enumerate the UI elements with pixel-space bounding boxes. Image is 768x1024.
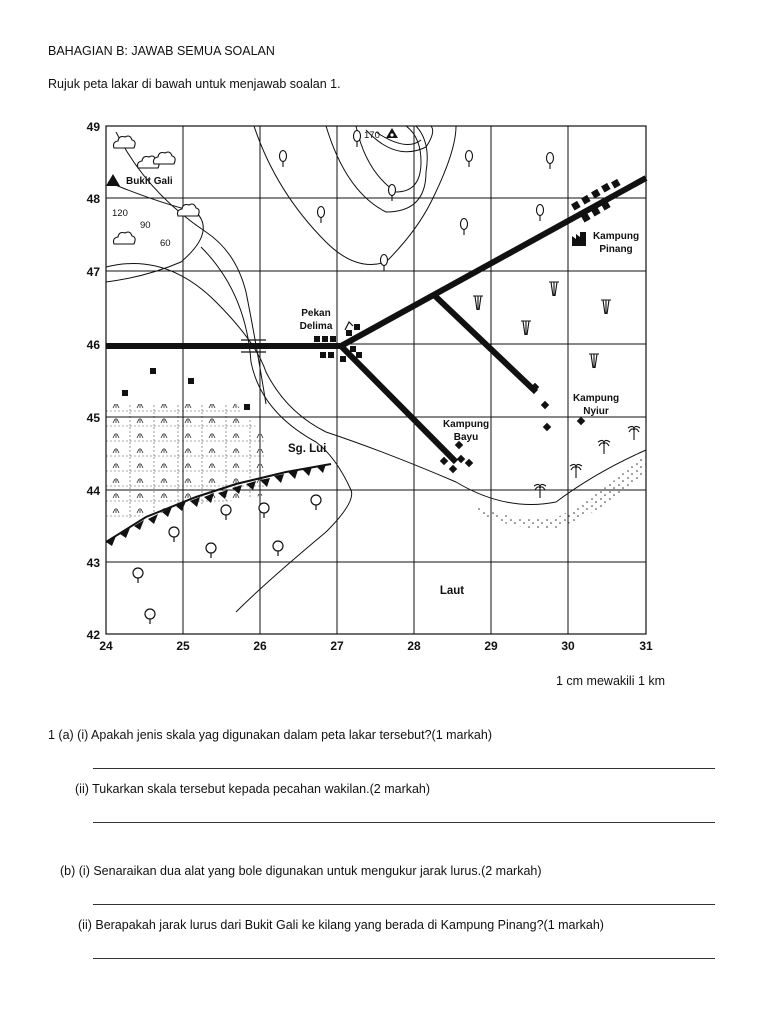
label-kampung-nyiur: Kampung <box>572 393 620 404</box>
x-tick: 24 <box>99 639 113 652</box>
y-tick: 48 <box>86 192 100 206</box>
x-tick: 31 <box>639 639 653 652</box>
label-pekan: Pekan <box>301 308 331 319</box>
x-tick: 28 <box>407 639 421 652</box>
label-contour-120: 120 <box>112 208 128 219</box>
summit-dot-icon <box>390 133 393 136</box>
y-tick: 42 <box>86 628 100 642</box>
mosque-icon <box>345 322 353 330</box>
section-title: BAHAGIAN B: JAWAB SEMUA SOALAN <box>48 44 275 58</box>
label-contour-90: 90 <box>140 220 151 231</box>
scale-note: 1 cm mewakili 1 km <box>556 674 666 688</box>
question-1a-ii: (ii) Tukarkan skala tersebut kepada pecahan wakilan.(2 markah) <box>75 782 431 796</box>
x-axis-ticks <box>99 639 653 652</box>
y-tick: 46 <box>86 338 100 352</box>
y-tick: 49 <box>86 120 100 134</box>
label-kampung-pinang: Kampung <box>592 231 640 242</box>
instruction-text: Rujuk peta lakar di bawah untuk menjawab soalan 1. <box>48 77 341 91</box>
label-kampung-bayu: Kampung <box>442 419 490 430</box>
x-tick: 30 <box>561 639 575 652</box>
label-sg-lui: Sg. Lui <box>288 443 327 455</box>
y-tick: 44 <box>86 484 100 498</box>
summit-bukit-gali-icon <box>106 174 120 186</box>
y-tick: 47 <box>86 265 100 279</box>
x-tick: 26 <box>253 639 267 652</box>
label-nyiur: Nyiur <box>583 406 609 417</box>
label-delima: Delima <box>299 321 333 332</box>
question-1b-i: (b) (i) Senaraikan dua alat yang bole digunakan untuk mengukur jarak lurus.(2 markah) <box>60 864 542 878</box>
label-pinang: Pinang <box>599 244 633 255</box>
answer-line-1b-ii[interactable] <box>93 958 715 959</box>
factory-icon <box>572 232 586 246</box>
y-tick: 43 <box>86 556 100 570</box>
question-1b-ii: (ii) Berapakah jarak lurus dari Bukit Gali ke kilang yang berada di Kampung Pinang?(1 markah) <box>78 918 604 932</box>
swamp-area <box>106 404 266 522</box>
question-1a-i: 1 (a) (i) Apakah jenis skala yag digunakan dalam peta lakar tersebut?(1 markah) <box>48 728 492 742</box>
sketch-map <box>86 112 666 652</box>
x-tick: 29 <box>484 639 498 652</box>
label-contour-60: 60 <box>160 238 171 249</box>
y-tick: 45 <box>86 411 100 425</box>
label-laut: Laut <box>439 585 465 597</box>
answer-line-1a-i[interactable] <box>93 768 715 769</box>
label-bukit-gali: Bukit Gali <box>126 176 173 187</box>
y-axis-ticks <box>87 120 101 642</box>
label-peak-170: 170 <box>364 130 380 141</box>
answer-line-1a-ii[interactable] <box>93 822 715 823</box>
answer-line-1b-i[interactable] <box>93 904 715 905</box>
x-tick: 27 <box>330 639 344 652</box>
x-tick: 25 <box>176 639 190 652</box>
label-bayu: Bayu <box>453 432 479 443</box>
